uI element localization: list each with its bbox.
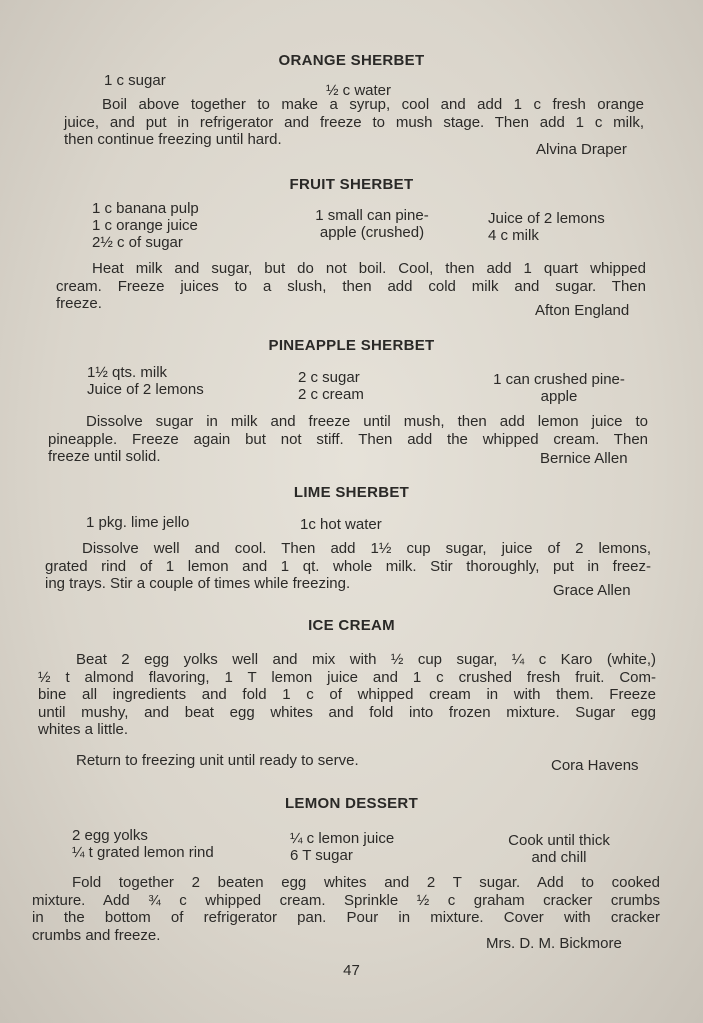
ingredient: 2½ c of sugar [92,234,183,251]
ingredient: 2 egg yolks [72,827,148,844]
recipe-directions: Fold together 2 beaten egg whites and 2 T sugar. Add to cooked mixture. Add ¾ c whipped cream. Sprinkle ½ c graham cracker crumbs in the bottom of refrigerator pan. Pour in mixture. Cover with cracker crumbs and freeze. [32,874,660,944]
ingredient: 1c hot water [300,516,382,533]
recipe-directions: Dissolve well and cool. Then add 1½ cup sugar, juice of 2 lemons, grated rind of 1 lemon and 1 qt. whole milk. Stir thoroughly, put in freez- ing trays. Stir a couple of times while freezing. [45,540,651,593]
ingredient: apple [540,388,578,405]
ingredient: Juice of 2 lemons [488,210,605,227]
recipe-author: Mrs. D. M. Bickmore [486,935,622,952]
page-number: 47 [343,962,360,979]
ingredient: 1 c sugar [104,72,166,89]
ingredient: 1½ qts. milk [87,364,168,381]
recipe-directions: Heat milk and sugar, but do not boil. Cool, then add 1 quart whipped cream. Freeze juices to a slush, then add cold milk and sugar. Then freeze. [56,260,646,313]
ingredient-list [92,200,199,251]
recipe-directions: Boil above together to make a syrup, cool and add 1 c fresh orange juice, and put in refrigerator and freeze to mush stage. Then add 1 c milk, then continue freezing until hard. [64,96,644,149]
ingredient: and chill [531,849,587,866]
ingredient: 1 can crushed pine- [493,371,625,388]
recipe-title: PINEAPPLE SHERBET [268,337,435,354]
recipe-note: Return to freezing unit until ready to serve. [76,752,359,769]
ingredient: ½ c water [326,82,392,99]
ingredient: ¼ t grated lemon rind [72,844,214,861]
recipe-author: Afton England [535,302,630,319]
ingredient-list [87,364,204,398]
ingredient-list [290,830,394,864]
ingredient: Juice of 2 lemons [87,381,204,398]
ingredient-list [484,832,634,866]
ingredient: ¼ c lemon juice [290,830,395,847]
recipe-author: Cora Havens [551,757,639,774]
ingredient: 1 small can pine- [315,207,429,224]
ingredient: apple (crushed) [319,224,425,241]
recipe-directions: Beat 2 egg yolks well and mix with ½ cup sugar, ¼ c Karo (white,) ½ t almond flavoring, 1 T lemon juice and 1 c crushed fresh fruit. Com- bine all ingredients and fold 1 c of whipped cream in with them. Freeze until mushy, and beat egg whites and fold into frozen mixture. Sugar egg whites a little. [38,651,656,739]
ingredient-list [296,207,448,241]
ingredient: 6 T sugar [290,847,353,864]
ingredient: 1 c orange juice [92,217,198,234]
ingredient: 2 c sugar [298,369,360,386]
ingredient-list [480,371,638,405]
recipe-title: LIME SHERBET [293,484,410,501]
recipe-directions: Dissolve sugar in milk and freeze until mush, then add lemon juice to pineapple. Freeze again but not stiff. Then add the whipped cream. Then freeze until solid. [48,413,648,466]
ingredient: 1 c banana pulp [92,200,199,217]
ingredient: Cook until thick [508,832,610,849]
recipe-author: Alvina Draper [536,141,627,158]
ingredient-list [72,827,214,861]
recipe-title: FRUIT SHERBET [289,176,414,193]
ingredient: 4 c milk [488,227,539,244]
ingredient: 2 c cream [298,386,364,403]
ingredient-list [488,210,605,244]
ingredient: 1 pkg. lime jello [86,514,190,531]
recipe-author: Bernice Allen [540,450,628,467]
recipe-title: LEMON DESSERT [284,795,419,812]
recipe-title: ICE CREAM [308,617,395,634]
ingredient-list [298,369,364,403]
recipe-title: ORANGE SHERBET [278,52,425,69]
recipe-author: Grace Allen [553,582,631,599]
